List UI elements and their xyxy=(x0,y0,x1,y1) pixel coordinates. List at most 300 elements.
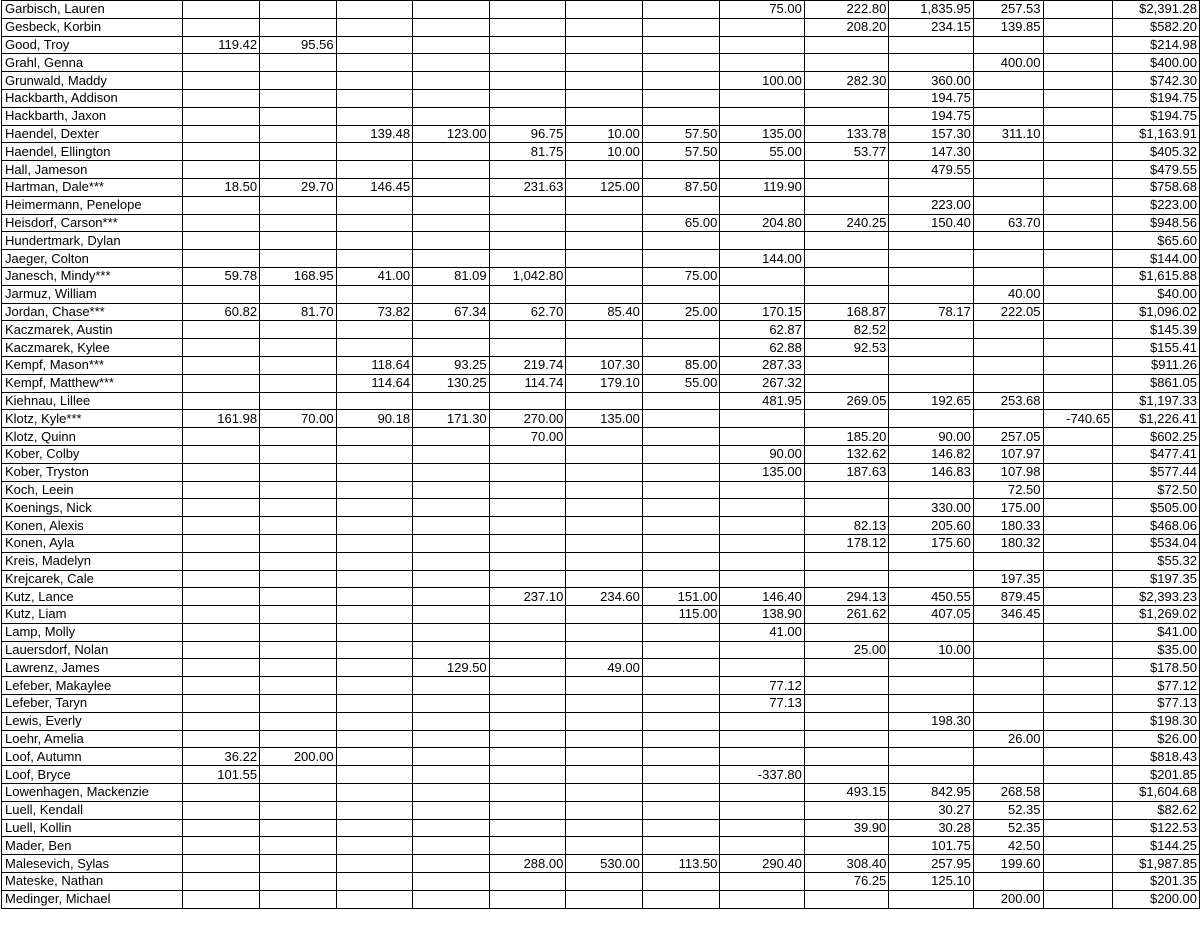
total-cell: $194.75 xyxy=(1113,89,1200,107)
amount-cell: 133.78 xyxy=(804,125,888,143)
amount-cell xyxy=(413,570,490,588)
name-cell: Gesbeck, Korbin xyxy=(2,18,183,36)
amount-cell xyxy=(566,339,643,357)
amount-cell xyxy=(413,819,490,837)
amount-cell xyxy=(489,89,566,107)
amount-cell xyxy=(182,801,260,819)
amount-cell xyxy=(1043,695,1113,713)
amount-cell xyxy=(973,552,1043,570)
amount-cell: 282.30 xyxy=(804,72,888,90)
amount-cell: 479.55 xyxy=(889,161,974,179)
name-cell: Lewis, Everly xyxy=(2,712,183,730)
amount-cell: 81.09 xyxy=(413,267,490,285)
amount-cell xyxy=(642,623,720,641)
name-cell: Hackbarth, Addison xyxy=(2,89,183,107)
amount-cell xyxy=(182,161,260,179)
amount-cell xyxy=(566,161,643,179)
amount-cell xyxy=(260,428,337,446)
amount-cell: 30.28 xyxy=(889,819,974,837)
amount-cell xyxy=(489,890,566,908)
total-cell: $82.62 xyxy=(1113,801,1200,819)
amount-cell xyxy=(889,232,974,250)
amount-cell xyxy=(720,36,804,54)
table-row xyxy=(2,463,1200,481)
table-row xyxy=(2,107,1200,125)
name-cell: Loof, Bryce xyxy=(2,766,183,784)
amount-cell xyxy=(1043,606,1113,624)
amount-cell xyxy=(973,374,1043,392)
amount-cell xyxy=(804,677,888,695)
amount-cell xyxy=(642,499,720,517)
amount-cell xyxy=(804,481,888,499)
table-row xyxy=(2,534,1200,552)
table-row xyxy=(2,623,1200,641)
amount-cell xyxy=(973,677,1043,695)
amount-cell: 57.50 xyxy=(642,143,720,161)
table-row xyxy=(2,1,1200,19)
total-cell: $144.25 xyxy=(1113,837,1200,855)
amount-cell xyxy=(182,712,260,730)
amount-cell xyxy=(642,641,720,659)
amount-cell: 360.00 xyxy=(889,72,974,90)
amount-cell xyxy=(973,641,1043,659)
amount-cell xyxy=(489,517,566,535)
amount-cell xyxy=(804,54,888,72)
amount-cell xyxy=(489,445,566,463)
amount-cell xyxy=(642,784,720,802)
amount-cell: 493.15 xyxy=(804,784,888,802)
amount-cell xyxy=(413,481,490,499)
amount-cell: 179.10 xyxy=(566,374,643,392)
amount-cell xyxy=(566,623,643,641)
amount-cell: 311.10 xyxy=(973,125,1043,143)
amount-cell xyxy=(566,801,643,819)
amount-cell: 55.00 xyxy=(720,143,804,161)
amount-cell xyxy=(489,606,566,624)
amount-cell: 42.50 xyxy=(973,837,1043,855)
total-cell: $77.13 xyxy=(1113,695,1200,713)
name-cell: Jarmuz, William xyxy=(2,285,183,303)
name-cell: Haendel, Dexter xyxy=(2,125,183,143)
table-row xyxy=(2,321,1200,339)
amount-cell xyxy=(566,428,643,446)
amount-cell xyxy=(973,143,1043,161)
amount-cell xyxy=(720,534,804,552)
total-cell: $178.50 xyxy=(1113,659,1200,677)
amount-cell xyxy=(642,819,720,837)
amount-cell xyxy=(642,72,720,90)
amount-cell: 192.65 xyxy=(889,392,974,410)
amount-cell xyxy=(336,873,413,891)
amount-cell xyxy=(260,855,337,873)
amount-cell: 400.00 xyxy=(973,54,1043,72)
amount-cell xyxy=(182,72,260,90)
amount-cell: 53.77 xyxy=(804,143,888,161)
amount-cell: 41.00 xyxy=(720,623,804,641)
amount-cell xyxy=(642,89,720,107)
amount-cell xyxy=(260,784,337,802)
table-row xyxy=(2,677,1200,695)
amount-cell: 39.90 xyxy=(804,819,888,837)
amount-cell xyxy=(489,748,566,766)
amount-cell: 197.35 xyxy=(973,570,1043,588)
amount-cell xyxy=(489,677,566,695)
amount-cell: 77.12 xyxy=(720,677,804,695)
total-cell: $400.00 xyxy=(1113,54,1200,72)
amount-cell: 146.40 xyxy=(720,588,804,606)
amount-cell xyxy=(413,837,490,855)
amount-cell xyxy=(413,588,490,606)
amount-cell xyxy=(642,890,720,908)
amount-cell: 100.00 xyxy=(720,72,804,90)
amount-cell xyxy=(413,766,490,784)
amount-cell xyxy=(973,321,1043,339)
amount-cell xyxy=(566,445,643,463)
amount-cell xyxy=(566,677,643,695)
amount-cell xyxy=(889,623,974,641)
amount-cell xyxy=(973,267,1043,285)
amount-cell xyxy=(336,552,413,570)
amount-cell xyxy=(413,855,490,873)
amount-cell xyxy=(566,214,643,232)
amount-cell xyxy=(720,801,804,819)
amount-cell xyxy=(642,837,720,855)
total-cell: $145.39 xyxy=(1113,321,1200,339)
amount-cell: 257.53 xyxy=(973,1,1043,19)
amount-cell xyxy=(182,89,260,107)
amount-cell xyxy=(566,534,643,552)
amount-cell xyxy=(336,534,413,552)
amount-cell: 52.35 xyxy=(973,801,1043,819)
amount-cell xyxy=(260,463,337,481)
amount-cell xyxy=(642,481,720,499)
amount-cell: 168.95 xyxy=(260,267,337,285)
amount-cell xyxy=(1043,392,1113,410)
amount-cell xyxy=(489,54,566,72)
amount-cell xyxy=(973,178,1043,196)
amount-cell xyxy=(720,784,804,802)
amount-cell xyxy=(260,250,337,268)
amount-cell: 73.82 xyxy=(336,303,413,321)
amount-cell xyxy=(413,339,490,357)
amount-cell xyxy=(336,837,413,855)
amount-cell xyxy=(413,623,490,641)
amount-cell: 49.00 xyxy=(566,659,643,677)
amount-cell: 113.50 xyxy=(642,855,720,873)
table-row xyxy=(2,766,1200,784)
name-cell: Koenings, Nick xyxy=(2,499,183,517)
amount-cell xyxy=(489,463,566,481)
amount-cell xyxy=(1043,837,1113,855)
amount-cell: 168.87 xyxy=(804,303,888,321)
amount-cell xyxy=(642,570,720,588)
amount-cell: 70.00 xyxy=(260,410,337,428)
amount-cell: 150.40 xyxy=(889,214,974,232)
amount-cell xyxy=(182,107,260,125)
total-cell: $911.26 xyxy=(1113,356,1200,374)
amount-cell: 95.56 xyxy=(260,36,337,54)
amount-cell xyxy=(566,730,643,748)
amount-cell xyxy=(1043,161,1113,179)
total-cell: $1,197.33 xyxy=(1113,392,1200,410)
amount-cell xyxy=(336,766,413,784)
amount-cell xyxy=(973,766,1043,784)
amount-cell: 87.50 xyxy=(642,178,720,196)
amount-cell xyxy=(566,712,643,730)
amount-cell xyxy=(182,463,260,481)
amount-cell: 175.00 xyxy=(973,499,1043,517)
amount-cell: 270.00 xyxy=(489,410,566,428)
amount-cell xyxy=(260,712,337,730)
amount-cell xyxy=(804,766,888,784)
table-row xyxy=(2,18,1200,36)
name-cell: Hundertmark, Dylan xyxy=(2,232,183,250)
name-cell: Malesevich, Sylas xyxy=(2,855,183,873)
table-row xyxy=(2,801,1200,819)
amount-cell xyxy=(566,196,643,214)
amount-cell xyxy=(489,552,566,570)
amount-cell xyxy=(720,819,804,837)
amount-cell xyxy=(182,570,260,588)
amount-cell: 1,835.95 xyxy=(889,1,974,19)
name-cell: Loof, Autumn xyxy=(2,748,183,766)
amount-cell xyxy=(642,428,720,446)
amount-cell xyxy=(720,570,804,588)
amount-cell xyxy=(973,712,1043,730)
amount-cell xyxy=(336,232,413,250)
amount-cell xyxy=(720,730,804,748)
amount-cell xyxy=(1043,428,1113,446)
amount-cell xyxy=(413,873,490,891)
amount-cell: 194.75 xyxy=(889,107,974,125)
amount-cell xyxy=(804,801,888,819)
table-row xyxy=(2,748,1200,766)
name-cell: Krejcarek, Cale xyxy=(2,570,183,588)
amount-cell: 70.00 xyxy=(489,428,566,446)
amount-cell xyxy=(720,517,804,535)
amount-cell xyxy=(489,250,566,268)
name-cell: Kempf, Matthew*** xyxy=(2,374,183,392)
table-row xyxy=(2,890,1200,908)
amount-cell xyxy=(182,784,260,802)
total-cell: $26.00 xyxy=(1113,730,1200,748)
amount-cell: 267.32 xyxy=(720,374,804,392)
amount-cell xyxy=(182,623,260,641)
total-cell: $818.43 xyxy=(1113,748,1200,766)
amount-cell xyxy=(642,445,720,463)
amount-cell xyxy=(720,873,804,891)
amount-cell xyxy=(1043,250,1113,268)
amount-cell: 199.60 xyxy=(973,855,1043,873)
amount-cell xyxy=(182,250,260,268)
amount-cell xyxy=(804,196,888,214)
amount-cell xyxy=(804,36,888,54)
amount-cell xyxy=(973,36,1043,54)
table-row xyxy=(2,143,1200,161)
amount-cell xyxy=(973,873,1043,891)
amount-cell xyxy=(336,623,413,641)
amount-cell xyxy=(182,695,260,713)
amount-cell xyxy=(336,89,413,107)
amount-cell xyxy=(1043,623,1113,641)
amount-cell: 93.25 xyxy=(413,356,490,374)
amount-cell xyxy=(182,445,260,463)
name-cell: Garbisch, Lauren xyxy=(2,1,183,19)
table-row xyxy=(2,196,1200,214)
amount-cell: 107.98 xyxy=(973,463,1043,481)
amount-cell xyxy=(413,784,490,802)
table-row xyxy=(2,695,1200,713)
amount-cell xyxy=(889,730,974,748)
amount-cell xyxy=(182,196,260,214)
amount-cell xyxy=(413,641,490,659)
table-row xyxy=(2,89,1200,107)
table-row xyxy=(2,232,1200,250)
amount-cell xyxy=(413,321,490,339)
amount-cell: 237.10 xyxy=(489,588,566,606)
amount-cell xyxy=(720,499,804,517)
amount-cell: 146.83 xyxy=(889,463,974,481)
amount-cell xyxy=(720,232,804,250)
total-cell: $35.00 xyxy=(1113,641,1200,659)
table-row xyxy=(2,374,1200,392)
amount-cell xyxy=(182,641,260,659)
amount-cell xyxy=(182,18,260,36)
amount-cell: 139.85 xyxy=(973,18,1043,36)
amount-cell xyxy=(720,428,804,446)
amount-cell xyxy=(1043,766,1113,784)
amount-cell xyxy=(642,196,720,214)
amount-cell xyxy=(1043,178,1113,196)
amount-cell xyxy=(973,250,1043,268)
amount-cell: 161.98 xyxy=(182,410,260,428)
amount-cell xyxy=(336,659,413,677)
amount-cell xyxy=(413,801,490,819)
amount-cell xyxy=(489,837,566,855)
amount-cell xyxy=(413,250,490,268)
amount-cell xyxy=(973,107,1043,125)
amount-cell: 52.35 xyxy=(973,819,1043,837)
amount-cell xyxy=(889,695,974,713)
amount-cell xyxy=(489,623,566,641)
amount-cell xyxy=(260,552,337,570)
amount-cell: 261.62 xyxy=(804,606,888,624)
amount-cell: 29.70 xyxy=(260,178,337,196)
name-cell: Heisdorf, Carson*** xyxy=(2,214,183,232)
table-row xyxy=(2,36,1200,54)
amount-cell xyxy=(260,873,337,891)
amount-cell xyxy=(182,54,260,72)
amount-cell: 75.00 xyxy=(720,1,804,19)
amount-cell xyxy=(413,89,490,107)
amount-cell: 1,042.80 xyxy=(489,267,566,285)
amount-cell: 25.00 xyxy=(804,641,888,659)
amount-cell xyxy=(413,72,490,90)
amount-cell xyxy=(973,356,1043,374)
amount-cell xyxy=(489,730,566,748)
total-cell: $2,393.23 xyxy=(1113,588,1200,606)
amount-cell: 234.15 xyxy=(889,18,974,36)
amount-cell xyxy=(973,89,1043,107)
table-row xyxy=(2,410,1200,428)
amount-cell: 138.90 xyxy=(720,606,804,624)
amount-cell xyxy=(566,606,643,624)
amount-cell: 222.80 xyxy=(804,1,888,19)
amount-cell xyxy=(566,552,643,570)
total-cell: $65.60 xyxy=(1113,232,1200,250)
table-row xyxy=(2,72,1200,90)
amount-cell: 290.40 xyxy=(720,855,804,873)
amount-cell xyxy=(336,570,413,588)
amount-cell xyxy=(720,641,804,659)
amount-cell xyxy=(566,819,643,837)
amount-cell xyxy=(1043,143,1113,161)
amount-cell xyxy=(336,54,413,72)
name-cell: Jaeger, Colton xyxy=(2,250,183,268)
name-cell: Kaczmarek, Austin xyxy=(2,321,183,339)
amount-cell xyxy=(1043,1,1113,19)
amount-cell xyxy=(260,143,337,161)
amount-cell xyxy=(413,712,490,730)
amount-cell: 81.70 xyxy=(260,303,337,321)
table-row xyxy=(2,819,1200,837)
amount-cell xyxy=(489,339,566,357)
name-cell: Haendel, Ellington xyxy=(2,143,183,161)
amount-cell: 175.60 xyxy=(889,534,974,552)
total-cell: $1,269.02 xyxy=(1113,606,1200,624)
name-cell: Kutz, Lance xyxy=(2,588,183,606)
amount-cell xyxy=(1043,855,1113,873)
amount-cell xyxy=(336,481,413,499)
amount-cell xyxy=(182,677,260,695)
amount-cell xyxy=(889,285,974,303)
name-cell: Klotz, Kyle*** xyxy=(2,410,183,428)
amount-cell xyxy=(642,232,720,250)
amount-cell: 144.00 xyxy=(720,250,804,268)
amount-cell xyxy=(260,517,337,535)
amount-cell xyxy=(1043,552,1113,570)
amount-cell xyxy=(1043,196,1113,214)
amount-cell xyxy=(973,232,1043,250)
amount-cell xyxy=(182,232,260,250)
amount-cell xyxy=(182,819,260,837)
amount-cell xyxy=(336,730,413,748)
amount-cell xyxy=(413,606,490,624)
amount-cell xyxy=(182,356,260,374)
amount-cell xyxy=(413,232,490,250)
amount-cell: 55.00 xyxy=(642,374,720,392)
amount-cell: 879.45 xyxy=(973,588,1043,606)
table-row xyxy=(2,339,1200,357)
amount-cell: 842.95 xyxy=(889,784,974,802)
amount-cell: 407.05 xyxy=(889,606,974,624)
amount-cell xyxy=(489,72,566,90)
amount-cell xyxy=(566,837,643,855)
amount-cell xyxy=(973,161,1043,179)
amount-cell: 198.30 xyxy=(889,712,974,730)
amount-cell xyxy=(182,481,260,499)
amount-cell xyxy=(489,18,566,36)
amount-cell xyxy=(489,784,566,802)
amount-cell: 269.05 xyxy=(804,392,888,410)
amount-cell xyxy=(1043,285,1113,303)
amount-cell: 65.00 xyxy=(642,214,720,232)
name-cell: Grunwald, Maddy xyxy=(2,72,183,90)
amount-cell: 78.17 xyxy=(889,303,974,321)
total-cell: $1,163.91 xyxy=(1113,125,1200,143)
amount-cell: 101.55 xyxy=(182,766,260,784)
amount-cell xyxy=(804,748,888,766)
